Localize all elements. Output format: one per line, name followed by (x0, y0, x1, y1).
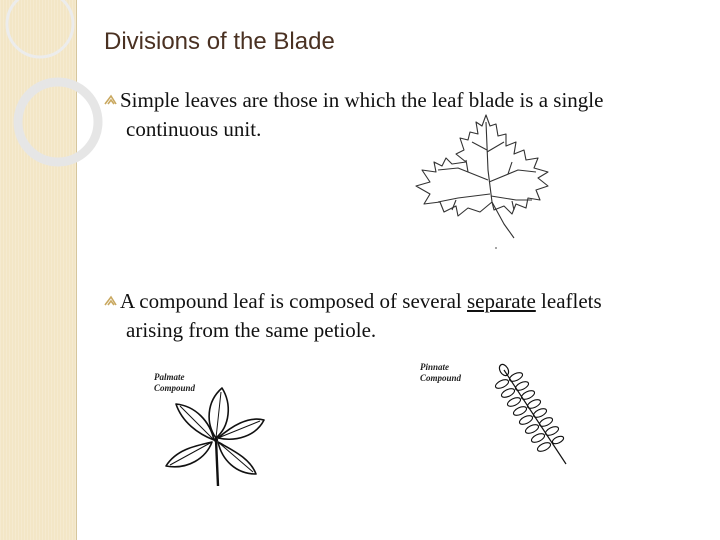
vein-upper-right (487, 142, 504, 152)
palmate-label-line-1: Palmate (154, 372, 185, 382)
bullet-text-continued: arising from the same petiole. (126, 318, 377, 342)
vein-lower-left (438, 194, 490, 202)
leaflet (494, 378, 510, 390)
leaflet (536, 441, 552, 453)
underlined-word: separate (467, 289, 536, 313)
speck-mark (495, 247, 497, 249)
leaflet (518, 414, 534, 426)
bullet-text: Simple leaves are those in which the leaf blade is a single (120, 88, 604, 112)
leaflet (526, 398, 542, 410)
leaflet (551, 435, 564, 446)
simple-maple-leaf-figure (408, 110, 568, 258)
leaflet (514, 380, 530, 392)
bullet-text: A compound leaf is composed of several (120, 289, 467, 313)
petiole (216, 440, 218, 486)
pinnate-label-line-2: Compound (420, 373, 462, 383)
bullet-line-1 (104, 287, 694, 316)
vein-lower-right (491, 196, 532, 200)
petiole (492, 202, 514, 238)
vein-upper-left (472, 142, 487, 150)
bullet-compound-leaf (104, 287, 694, 345)
bullet-arrow-icon (104, 94, 117, 106)
deco-circle-large (18, 82, 98, 162)
leaflet (530, 432, 546, 444)
leaflet (538, 416, 554, 428)
leaflet (532, 407, 548, 419)
leaflet-junction (214, 438, 218, 442)
leaflet (500, 387, 516, 399)
vein-left (438, 168, 488, 180)
leaflet (512, 405, 528, 417)
leaflet (520, 389, 536, 401)
bullet-simple-leaves (104, 86, 694, 144)
vein-side-d (512, 201, 514, 210)
palmate-label-line-2: Compound (154, 383, 196, 393)
leaflets-right (508, 371, 564, 445)
leaf-outline (416, 115, 548, 216)
bullet-line-1 (104, 86, 694, 115)
bullet-text-end: leaflets (535, 289, 602, 313)
vein-right (489, 170, 536, 182)
leaflet (508, 371, 524, 383)
palmate-compound-leaf-figure (162, 384, 270, 488)
pinnate-compound-leaf-figure (492, 362, 572, 468)
leaflet (544, 425, 560, 437)
leaflet (506, 396, 522, 408)
slide-title: Divisions of the Blade (104, 28, 335, 55)
vein-side-c (452, 200, 456, 210)
midrib (486, 122, 492, 202)
bullet-text-continued: continuous unit. (126, 117, 262, 141)
bullet-arrow-icon (104, 295, 117, 307)
leaflet (524, 423, 540, 435)
pinnate-label (420, 362, 461, 384)
pinnate-label-line-1: Pinnate (420, 362, 450, 372)
vein-side-a (466, 160, 468, 172)
deco-circle-small (7, 0, 73, 57)
